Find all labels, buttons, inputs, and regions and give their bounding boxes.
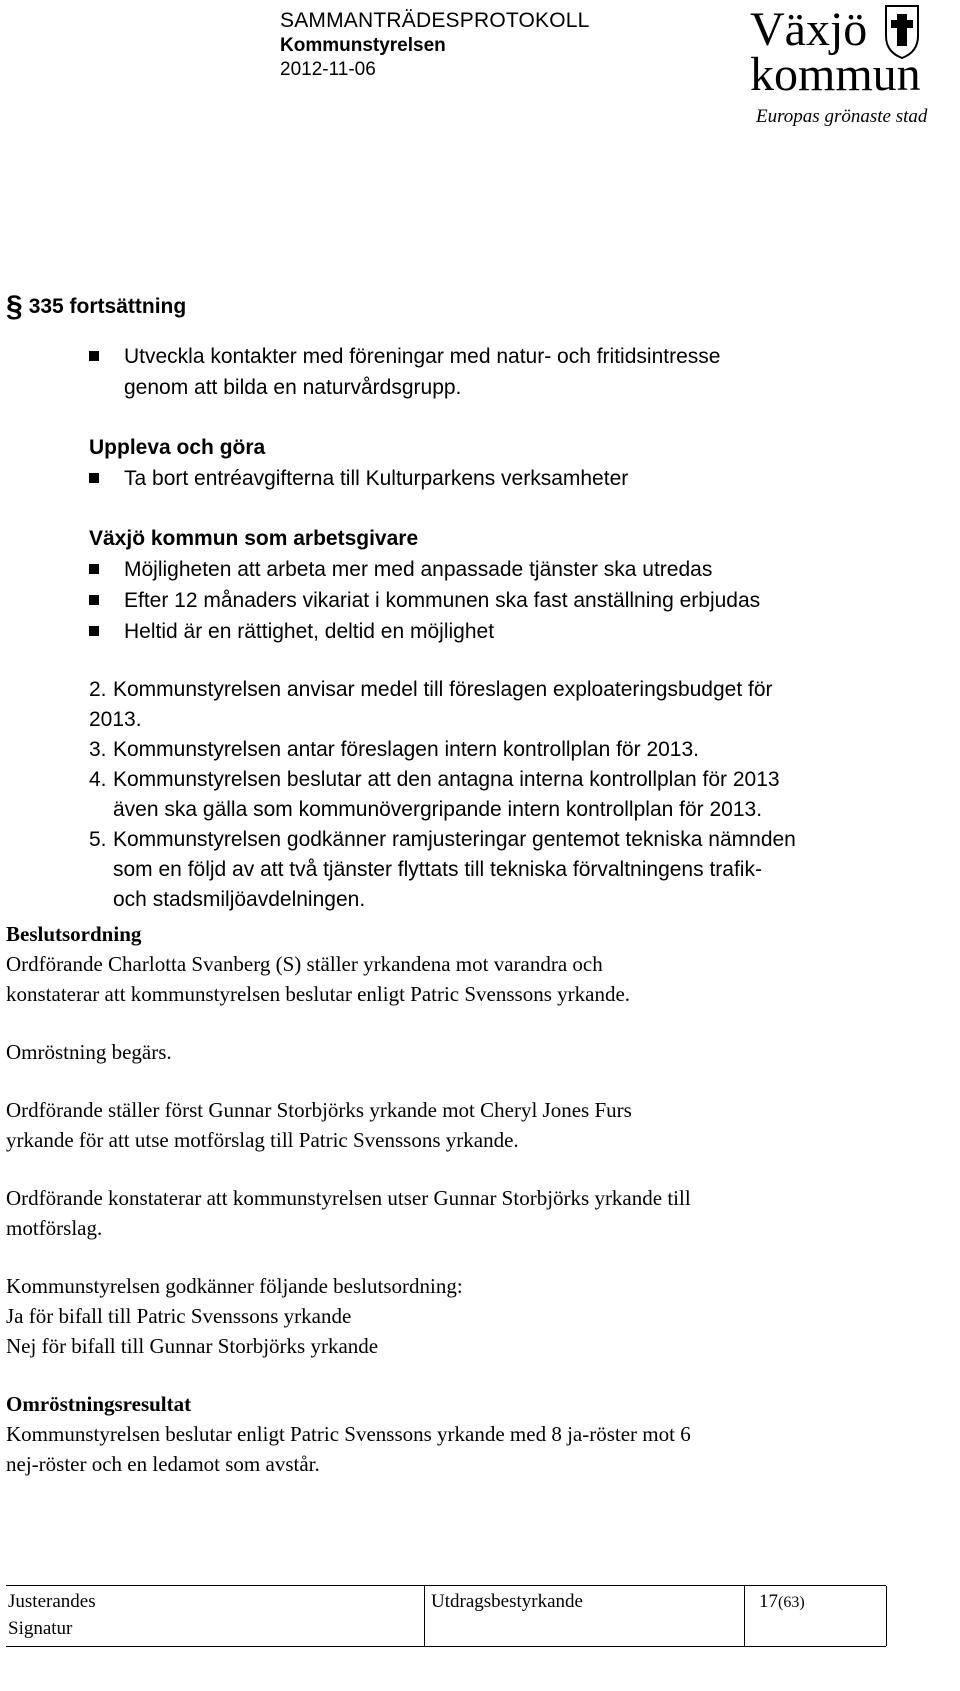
page-number: 17(63) (759, 1591, 805, 1612)
slogan: Europas grönaste stad (756, 106, 928, 127)
page-number-cell (744, 1586, 887, 1646)
heading-omrostningsresultat: Omröstningsresultat (6, 1392, 192, 1416)
paragraph: konstaterar att kommunstyrelsen beslutar enligt Patric Svenssons yrkande. (6, 982, 631, 1006)
utdrag-cell (424, 1586, 745, 1646)
paragraph: Kommunstyrelsen beslutar enligt Patric Svenssons yrkande med 8 ja-röster mot 6 (6, 1422, 691, 1446)
bullet-square-icon (89, 351, 99, 361)
decision-item-2: 2. Kommunstyrelsen anvisar medel till föreslagen exploateringsbudget för 2013. (89, 678, 773, 731)
decision-item-4: 4. Kommunstyrelsen beslutar att den antagna interna kontrollplan för 2013 även ska gälla som kommunövergripande intern kontrollplan för 2013. (89, 768, 780, 821)
bullet-square-icon (89, 626, 99, 636)
paragraph: nej-röster och en ledamot som avstår. (6, 1452, 320, 1476)
paragraph: Kommunstyrelsen godkänner följande beslutsordning: (6, 1274, 463, 1298)
list-item: Ta bort entréavgifterna till Kulturparkens verksamheter (6, 463, 950, 494)
meeting-date: 2012-11-06 (280, 59, 376, 80)
body-name: Kommunstyrelsen (280, 35, 446, 56)
bullet-square-icon (89, 564, 99, 574)
bullet-square-icon (89, 595, 99, 605)
bullet-list-uppleva (6, 463, 950, 494)
paragraph: motförslag. (6, 1216, 103, 1240)
protocol-content (6, 287, 950, 1479)
signatur-label: Signatur (8, 1618, 73, 1639)
paragraph: Ordförande konstaterar att kommunstyrelsen utser Gunnar Storbjörks yrkande till (6, 1186, 691, 1210)
justerandes-label: Justerandes (8, 1591, 96, 1612)
paragraph: Ordförande ställer först Gunnar Storbjörks yrkande mot Cheryl Jones Furs (6, 1098, 632, 1122)
list-item: Efter 12 månaders vikariat i kommunen ska fast anställning erbjudas (6, 585, 950, 616)
section-symbol: § (6, 290, 23, 323)
justerandes-cell (6, 1586, 396, 1646)
signature-footer (6, 1585, 886, 1647)
section-title: 335 fortsättning (28, 295, 187, 318)
logo-word-1: Växjö (750, 3, 868, 56)
list-item: Utveckla kontakter med föreningar med natur- och fritidsintresse (6, 341, 950, 372)
paragraph: yrkande för att utse motförslag till Patric Svenssons yrkande. (6, 1128, 519, 1152)
utdrag-label: Utdragsbestyrkande (431, 1591, 583, 1612)
bullet-list-nature (6, 341, 950, 403)
bullet-square-icon (89, 473, 99, 483)
paragraph: Ordförande Charlotta Svanberg (S) ställer yrkandena mot varandra och (6, 952, 603, 976)
vaxjo-kommun-logo (748, 0, 960, 130)
doc-type: SAMMANTRÄDESPROTOKOLL (280, 9, 590, 32)
list-item: Heltid är en rättighet, deltid en möjlighet (6, 616, 950, 647)
logo-word-2: kommun (750, 48, 921, 101)
list-item: Möjligheten att arbeta mer med anpassade tjänster ska utredas (6, 554, 950, 585)
paragraph: Omröstning begärs. (6, 1040, 172, 1064)
document-header (280, 8, 700, 82)
decision-item-3: 3. Kommunstyrelsen antar föreslagen intern kontrollplan för 2013. (89, 738, 699, 761)
paragraph: Nej för bifall till Gunnar Storbjörks yrkande (6, 1334, 379, 1358)
decision-item-5: 5. Kommunstyrelsen godkänner ramjusteringar gentemot tekniska nämnden som en följd av att två tjänster flyttats till tekniska förvaltningens trafik- och stadsmiljöavdelningen. (89, 828, 796, 911)
bullet-list-arbetsgivare (6, 554, 950, 647)
heading-beslutsordning: Beslutsordning (6, 922, 142, 946)
section-heading (6, 287, 950, 327)
subheading-uppleva: Uppleva och göra (89, 436, 266, 459)
paragraph: Ja för bifall till Patric Svenssons yrkande (6, 1304, 352, 1328)
numbered-decisions (6, 675, 950, 915)
list-item-continuation: genom att bilda en naturvårdsgrupp. (124, 376, 462, 399)
subheading-arbetsgivare: Växjö kommun som arbetsgivare (89, 527, 419, 550)
